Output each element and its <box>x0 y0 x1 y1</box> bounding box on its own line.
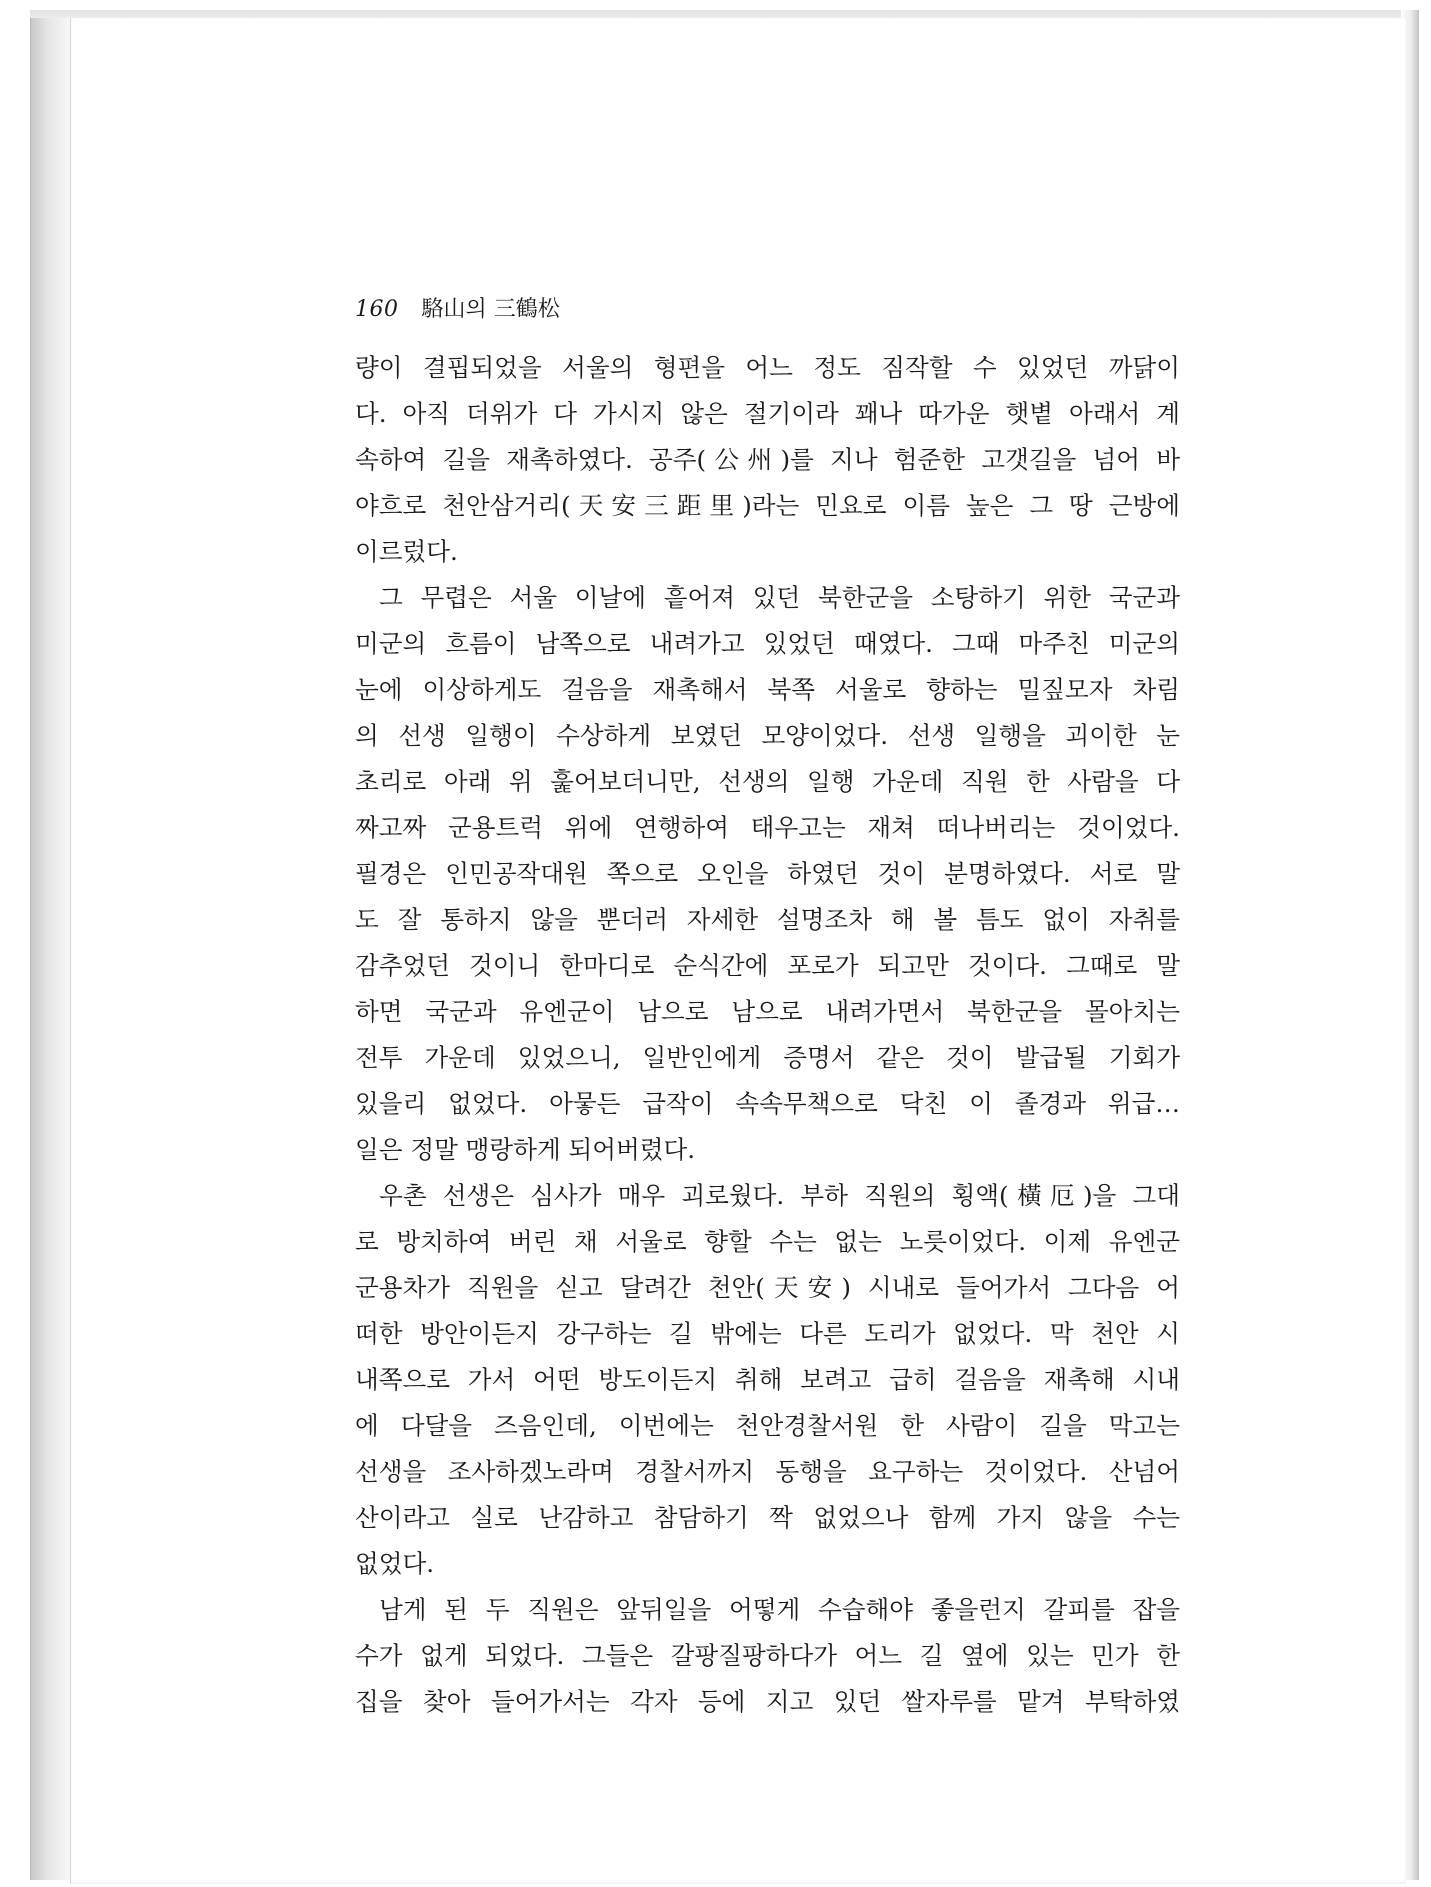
text-line: 그 무렵은 서울 이날에 흩어져 있던 북한군을 소탕하기 위한 국군과 <box>379 583 1180 612</box>
page-number: 160 <box>355 297 399 322</box>
text-line: 집을 찾아 들어가서는 각자 등에 지고 있던 쌀자루를 맡겨 부탁하였 <box>355 1687 1180 1716</box>
text-line: 없었다. <box>355 1549 435 1578</box>
text-line: 내쪽으로 가서 어떤 방도이든지 취해 보려고 급히 걸음을 재촉해 시내 <box>355 1365 1180 1394</box>
text-line: 산이라고 실로 난감하고 참담하기 짝 없었으나 함께 가지 않을 수는 <box>355 1503 1180 1532</box>
book-title: 駱山의 三鶴松 <box>421 297 560 322</box>
text-line: 우촌 선생은 심사가 매우 괴로웠다. 부하 직원의 횡액(橫厄)을 그대 <box>379 1181 1180 1210</box>
text-line: 떠한 방안이든지 강구하는 길 밖에는 다른 도리가 없었다. 막 천안 시 <box>355 1319 1180 1348</box>
text-line: 속하여 길을 재촉하였다. 공주(公州)를 지나 험준한 고갯길을 넘어 바 <box>355 445 1180 474</box>
text-line: 수가 없게 되었다. 그들은 갈팡질팡하다가 어느 길 옆에 있는 민가 한 <box>355 1641 1180 1670</box>
text-line: 전투 가운데 있었으니, 일반인에게 증명서 같은 것이 발급될 기회가 <box>355 1043 1180 1072</box>
text-line: 이르렀다. <box>355 537 458 566</box>
text-line: 초리로 아래 위 훑어보더니만, 선생의 일행 가운데 직원 한 사람을 다 <box>355 767 1180 796</box>
text-line: 의 선생 일행이 수상하게 보였던 모양이었다. 선생 일행을 괴이한 눈 <box>355 721 1180 750</box>
text-line: 하면 국군과 유엔군이 남으로 남으로 내려가면서 북한군을 몰아치는 <box>355 997 1180 1026</box>
text-line: 필경은 인민공작대원 쪽으로 오인을 하였던 것이 분명하였다. 서로 말 <box>355 859 1180 888</box>
text-line: 미군의 흐름이 남쪽으로 내려가고 있었던 때였다. 그때 마주친 미군의 <box>355 629 1180 658</box>
text-line: 눈에 이상하게도 걸음을 재촉해서 북쪽 서울로 향하는 밀짚모자 차림 <box>355 675 1180 704</box>
text-line: 도 잘 통하지 않을 뿐더러 자세한 설명조차 해 볼 틈도 없이 자취를 <box>355 905 1180 934</box>
text-line: 로 방치하여 버린 채 서울로 향할 수는 없는 노릇이었다. 이제 유엔군 <box>355 1227 1180 1256</box>
text-line: 량이 결핍되었을 서울의 형편을 어느 정도 짐작할 수 있었던 까닭이 <box>355 353 1180 382</box>
running-head <box>355 292 560 323</box>
text-line: 에 다달을 즈음인데, 이번에는 천안경찰서원 한 사람이 길을 막고는 <box>355 1411 1180 1440</box>
text-line: 짜고짜 군용트럭 위에 연행하여 태우고는 재쳐 떠나버리는 것이었다. <box>355 813 1180 842</box>
text-line: 군용차가 직원을 싣고 달려간 천안(天安) 시내로 들어가서 그다음 어 <box>355 1273 1180 1302</box>
text-line: 일은 정말 맹랑하게 되어버렸다. <box>355 1135 696 1164</box>
text-line: 다. 아직 더위가 다 가시지 않은 절기이라 꽤나 따가운 햇볕 아래서 계 <box>355 399 1180 428</box>
text-line: 선생을 조사하겠노라며 경찰서까지 동행을 요구하는 것이었다. 산넘어 <box>355 1457 1180 1486</box>
text-line: 야흐로 천안삼거리(天安三距里)라는 민요로 이름 높은 그 땅 근방에 <box>355 491 1180 520</box>
text-line: 남게 된 두 직원은 앞뒤일을 어떻게 수습해야 좋을런지 갈피를 잡을 <box>379 1595 1180 1624</box>
text-line: 있을리 없었다. 아뭏든 급작이 속속무책으로 닥친 이 졸경과 위급… <box>355 1089 1180 1118</box>
text-line: 감추었던 것이니 한마디로 순식간에 포로가 되고만 것이다. 그때로 말 <box>355 951 1180 980</box>
body-text <box>355 345 1180 1725</box>
